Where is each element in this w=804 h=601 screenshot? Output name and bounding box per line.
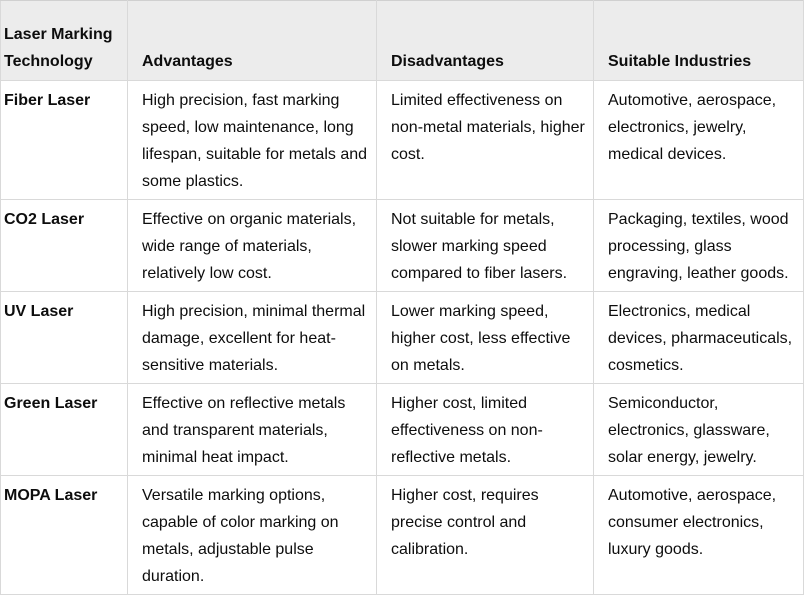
cell-disadvantages: Higher cost, requires precise control and calibration.: [377, 476, 594, 595]
header-advantages: Advantages: [128, 1, 377, 81]
cell-technology: MOPA Laser: [1, 476, 128, 595]
header-disadvantages: Disadvantages: [377, 1, 594, 81]
cell-industries: Automotive, aerospace, consumer electronics, luxury goods.: [594, 476, 804, 595]
cell-industries: Packaging, textiles, wood processing, glass engraving, leather goods.: [594, 200, 804, 292]
cell-technology: Green Laser: [1, 384, 128, 476]
cell-industries: Automotive, aerospace, electronics, jewelry, medical devices.: [594, 81, 804, 200]
table-row: [1, 292, 804, 384]
cell-disadvantages: Not suitable for metals, slower marking speed compared to fiber lasers.: [377, 200, 594, 292]
cell-industries: Electronics, medical devices, pharmaceuticals, cosmetics.: [594, 292, 804, 384]
table-row: [1, 384, 804, 476]
cell-advantages: High precision, fast marking speed, low maintenance, long lifespan, suitable for metals and some plastics.: [128, 81, 377, 200]
table-row: [1, 200, 804, 292]
cell-advantages: Effective on organic materials, wide range of materials, relatively low cost.: [128, 200, 377, 292]
table-row: [1, 476, 804, 595]
cell-technology: CO2 Laser: [1, 200, 128, 292]
cell-industries: Semiconductor, electronics, glassware, solar energy, jewelry.: [594, 384, 804, 476]
cell-advantages: Effective on reflective metals and transparent materials, minimal heat impact.: [128, 384, 377, 476]
cell-technology: Fiber Laser: [1, 81, 128, 200]
header-industries: Suitable Industries: [594, 1, 804, 81]
table-header: [1, 1, 804, 81]
header-row: [1, 1, 804, 81]
table-row: [1, 81, 804, 200]
header-technology: Laser Marking Technology: [1, 1, 128, 81]
cell-disadvantages: Limited effectiveness on non-metal materials, higher cost.: [377, 81, 594, 200]
cell-disadvantages: Lower marking speed, higher cost, less effective on metals.: [377, 292, 594, 384]
cell-disadvantages: Higher cost, limited effectiveness on non-reflective metals.: [377, 384, 594, 476]
table-body: [1, 81, 804, 595]
cell-advantages: Versatile marking options, capable of color marking on metals, adjustable pulse duration.: [128, 476, 377, 595]
cell-technology: UV Laser: [1, 292, 128, 384]
cell-advantages: High precision, minimal thermal damage, excellent for heat-sensitive materials.: [128, 292, 377, 384]
